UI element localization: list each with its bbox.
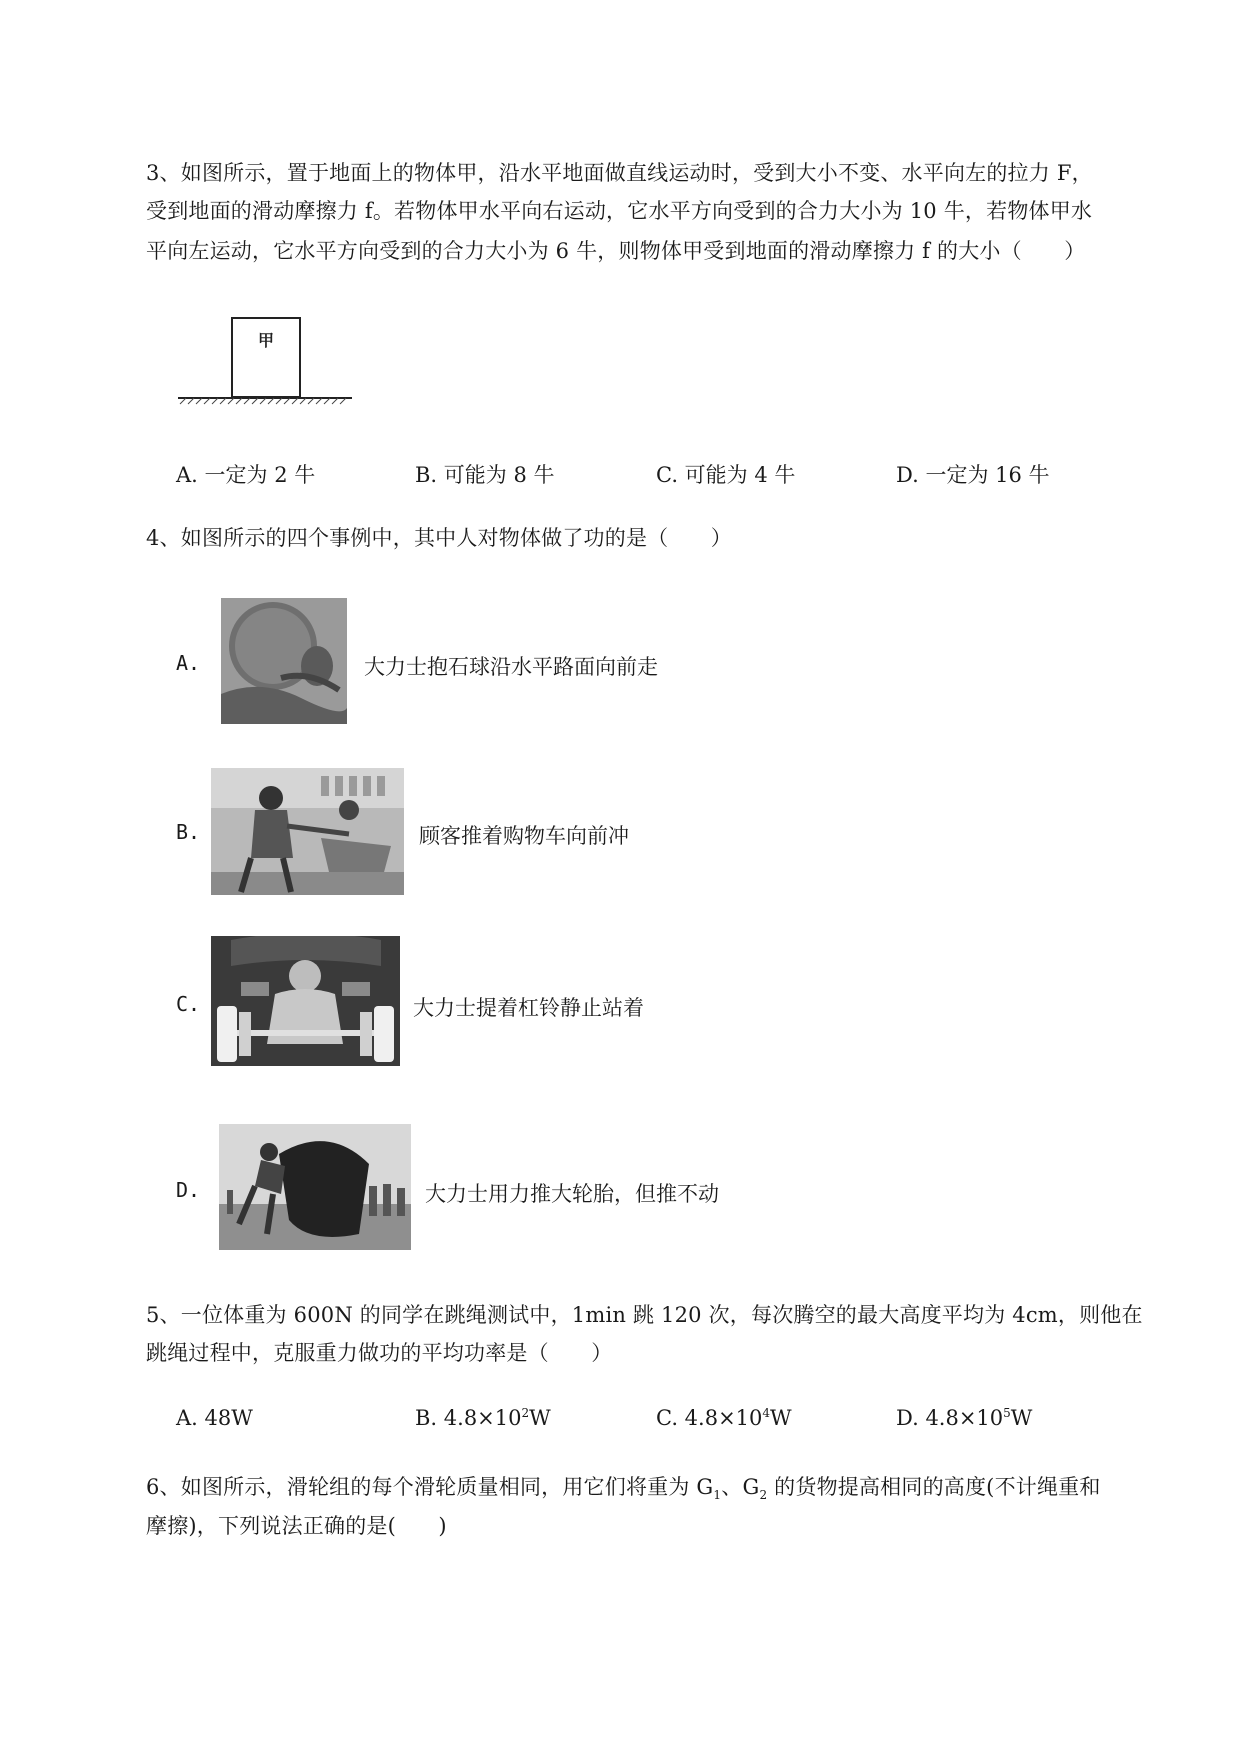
- q6-subscript-2: 2: [759, 1488, 768, 1503]
- q5-option-c-base: C. 4.8×10: [656, 1406, 763, 1430]
- q4-photo-tire-push: [219, 1124, 411, 1250]
- q3-figure-block-on-ground: [176, 316, 356, 406]
- q5-option-b-base: B. 4.8×10: [415, 1406, 522, 1430]
- q4-item-d-text: 大力士用力推大轮胎，但推不动: [425, 1182, 719, 1206]
- q5-option-b: [415, 1406, 551, 1430]
- q6-line-1-part-b: 、G: [721, 1475, 760, 1499]
- q5-option-a-text: A. 48W: [176, 1406, 253, 1430]
- q4-item-a-text: 大力士抱石球沿水平路面向前走: [364, 655, 658, 679]
- q4-item-b-letter: B.: [176, 820, 201, 844]
- q5-option-c-unit: W: [770, 1406, 792, 1430]
- q3-option-d: D. 一定为 16 牛: [896, 463, 1050, 487]
- q4-item-b-text: 顾客推着购物车向前冲: [419, 824, 629, 848]
- q5-option-d-base: D. 4.8×10: [896, 1406, 1004, 1430]
- q6-line-1-part-a: 6、如图所示，滑轮组的每个滑轮质量相同，用它们将重为 G: [146, 1475, 714, 1499]
- q5-option-d: [896, 1406, 1032, 1430]
- q4-photo-stone-ball: [221, 598, 347, 724]
- q4-item-a-letter: A.: [176, 651, 201, 675]
- q4-line-1: 4、如图所示的四个事例中，其中人对物体做了功的是（ ）: [146, 526, 732, 550]
- q5-option-a: [176, 1406, 253, 1430]
- q4-photo-barbell: [211, 936, 400, 1066]
- q3-line-2: 受到地面的滑动摩擦力 f。若物体甲水平向右运动，它水平方向受到的合力大小为 10 牛，若物体甲水: [146, 199, 1093, 223]
- q5-option-d-exp: 5: [1003, 1406, 1011, 1420]
- q5-option-b-exp: 2: [521, 1406, 530, 1420]
- q3-option-c: C. 可能为 4 牛: [656, 463, 796, 487]
- q3-option-b: B. 可能为 8 牛: [415, 463, 555, 487]
- q5-option-b-unit: W: [529, 1406, 551, 1430]
- q5-option-c-exp: 4: [762, 1406, 771, 1420]
- q3-line-3: 平向左运动，它水平方向受到的合力大小为 6 牛，则物体甲受到地面的滑动摩擦力 f 的大小（ ）: [146, 239, 1086, 263]
- q3-option-a: A. 一定为 2 牛: [176, 463, 316, 487]
- q5-line-1: 5、一位体重为 600N 的同学在跳绳测试中，1min 跳 120 次，每次腾空的最大高度平均为 4cm，则他在: [146, 1303, 1143, 1327]
- q5-option-c: [656, 1406, 792, 1430]
- q4-item-d-letter: D.: [176, 1178, 201, 1202]
- q6-subscript-1: 1: [713, 1488, 722, 1503]
- q6-line-1: [146, 1471, 1101, 1502]
- q3-line-1: 3、如图所示，置于地面上的物体甲，沿水平地面做直线运动时，受到大小不变、水平向左的拉力 F，: [146, 161, 1093, 185]
- block-jia: [232, 318, 300, 397]
- q6-line-2: 摩擦)，下列说法正确的是( ): [146, 1514, 447, 1538]
- q4-photo-shopping-cart: [211, 768, 404, 895]
- block-label: 甲: [257, 331, 275, 350]
- q4-item-c-text: 大力士提着杠铃静止站着: [413, 996, 644, 1020]
- q6-line-1-part-c: 的货物提高相同的高度(不计绳重和: [767, 1475, 1101, 1499]
- q4-item-c-letter: C.: [176, 992, 201, 1016]
- q5-option-d-unit: W: [1010, 1406, 1033, 1430]
- q5-line-2: 跳绳过程中，克服重力做功的平均功率是（ ）: [146, 1341, 613, 1365]
